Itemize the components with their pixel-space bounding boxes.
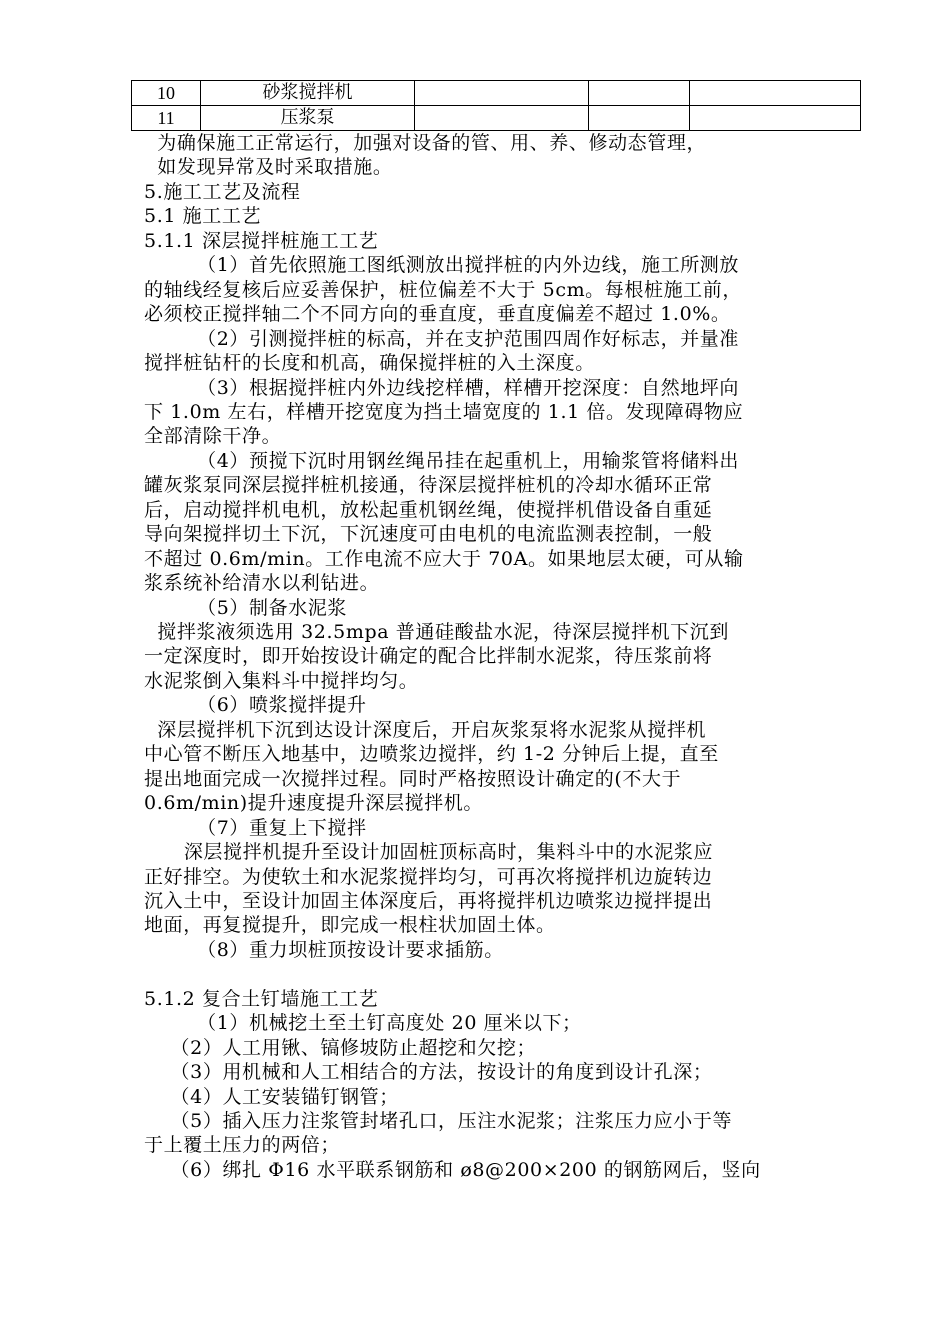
empty-cell (415, 81, 589, 106)
text-line: 的轴线经复核后应妥善保护，桩位偏差不大于 5cm。每根桩施工前， (144, 278, 742, 301)
text-line: 5.1.2 复合土钉墙施工工艺 (144, 987, 379, 1010)
text-line: 为确保施工正常运行，加强对设备的管、用、养、修动态管理， (144, 132, 707, 154)
text-line: （7）重复上下搅拌 (144, 816, 367, 839)
text-line: （3）根据搅拌桩内外边线挖样槽，样槽开挖深度：自然地坪向 (144, 376, 740, 399)
text-line: （6）喷浆搅拌提升 (144, 694, 367, 717)
row-number: 10 (132, 81, 201, 106)
text-line: （2）人工用锹、镐修坡防止超挖和欠挖； (144, 1036, 537, 1059)
equipment-name: 压浆泵 (201, 106, 415, 131)
text-line: 搅拌浆液须选用 32.5mpa 普通硅酸盐水泥，待深层搅拌机下沉到 (144, 621, 729, 643)
text-line: 地面，再复搅提升，即完成一根柱状加固土体。 (144, 914, 556, 937)
text-line: 0.6m/min)提升速度提升深层搅拌机。 (144, 792, 483, 815)
empty-cell (690, 106, 861, 131)
text-line: （8）重力坝桩顶按设计要求插筋。 (144, 938, 504, 961)
text-line: （1）首先依照施工图纸测放出搅拌桩的内外边线，施工所测放 (144, 254, 740, 277)
text-line: 正好排空。为使软土和水泥浆搅拌均匀，可再次将搅拌机边旋转边 (144, 865, 713, 888)
text-line: （3）用机械和人工相结合的方法，按设计的角度到设计孔深； (144, 1061, 713, 1084)
text-line: 一定深度时，即开始按设计确定的配合比拌制水泥浆，待压浆前将 (144, 645, 713, 668)
text-line: （5）制备水泥浆 (144, 596, 348, 619)
text-line: 水泥浆倒入集料斗中搅拌均匀。 (144, 669, 419, 692)
text-line: 提出地面完成一次搅拌过程。同时严格按照设计确定的(不大于 (144, 767, 682, 790)
empty-cell (690, 81, 861, 106)
text-line: （4）预搅下沉时用钢丝绳吊挂在起重机上，用输浆管将储料出 (144, 449, 740, 472)
text-line: 5.施工工艺及流程 (144, 180, 301, 203)
text-line: 沉入土中，至设计加固主体深度后，再将搅拌机边喷浆边搅拌提出 (144, 889, 713, 912)
text-line: （4）人工安装锚钉钢管； (144, 1085, 399, 1108)
text-line: 后，启动搅拌机电机，放松起重机钢丝绳，使搅拌机借设备自重延 (144, 498, 713, 521)
text-line: 必须校正搅拌轴二个不同方向的垂直度，垂直度偏差不超过 1.0%。 (144, 303, 731, 326)
text-line: 罐灰浆泵同深层搅拌桩机接通，待深层搅拌桩机的冷却水循环正常 (144, 474, 713, 497)
text-line: （6）绑扎 Φ16 水平联系钢筋和 ø8@200×200 的钢筋网后，竖向 (144, 1158, 761, 1181)
text-line: 不超过 0.6m/min。工作电流不应大于 70A。如果地层太硬，可从输 (144, 547, 744, 570)
table-row (132, 81, 861, 106)
text-line: 导向架搅拌切土下沉，下沉速度可由电机的电流监测表控制，一般 (144, 523, 713, 546)
text-line: （2）引测搅拌桩的标高，并在支护范围四周作好标志，并量准 (144, 327, 740, 350)
text-line: 深层搅拌机提升至设计加固桩顶标高时，集料斗中的水泥浆应 (144, 841, 714, 864)
text-line: 全部清除干净。 (144, 425, 282, 448)
text-line: 5.1 施工工艺 (144, 205, 262, 228)
text-line: 如发现异常及时采取措施。 (144, 156, 393, 179)
empty-cell (589, 81, 690, 106)
text-line: 搅拌桩钻杆的长度和机高，确保搅拌桩的入土深度。 (144, 352, 595, 375)
empty-cell (589, 106, 690, 131)
text-line: （5）插入压力注浆管封堵孔口，压注水泥浆；注浆压力应小于等 (144, 1110, 733, 1132)
row-number: 11 (132, 106, 201, 131)
text-line: 中心管不断压入地基中，边喷浆边搅拌，约 1-2 分钟后上提，直至 (144, 743, 719, 766)
equipment-name: 砂浆搅拌机 (201, 81, 415, 106)
empty-cell (415, 106, 589, 131)
text-line: 下 1.0m 左右，样槽开挖宽度为挡土墙宽度的 1.1 倍。发现障碍物应 (144, 400, 744, 423)
text-line: 5.1.1 深层搅拌桩施工工艺 (144, 229, 379, 252)
text-line: 于上覆土压力的两倍； (144, 1134, 341, 1157)
table-row (132, 106, 861, 131)
text-line: （1）机械挖土至土钉高度处 20 厘米以下； (144, 1012, 582, 1035)
equipment-table (131, 80, 861, 131)
text-line: 深层搅拌机下沉到达设计深度后，开启灰浆泵将水泥浆从搅拌机 (144, 718, 707, 741)
text-line: 浆系统补给清水以利钻进。 (144, 572, 380, 595)
